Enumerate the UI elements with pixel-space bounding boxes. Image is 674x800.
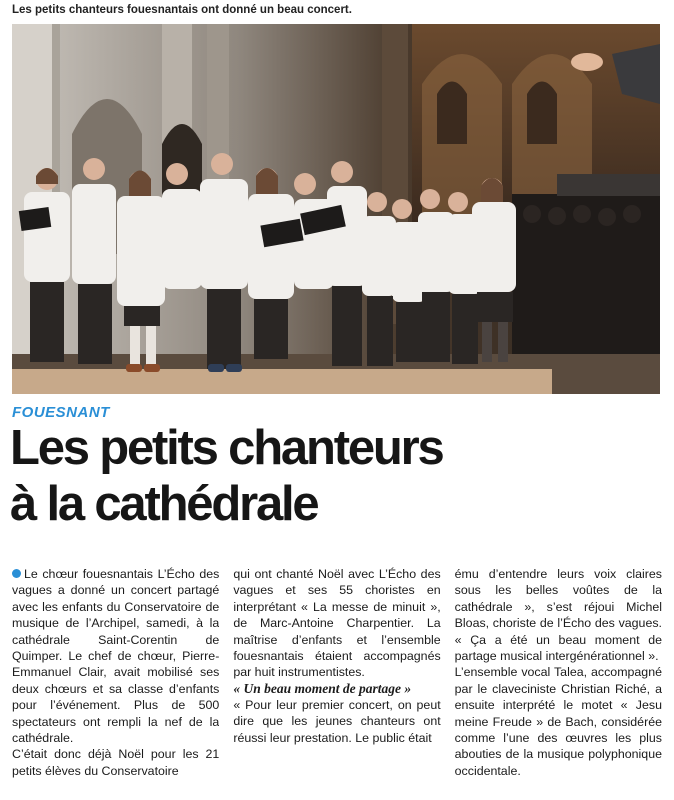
body-paragraph: C’était donc déjà Noël pour les 21 petits élèves du Conservatoire [12, 747, 220, 778]
body-paragraph: qui ont chanté Noël avec L’Écho des vagues et ses 55 choristes en interprétant « La messe de minuit », de Marc-Antoine Charpentier. La maîtrise d’enfants et l’ensemble fouesnantais étaient accompagnés par huit instrumentistes. [233, 567, 441, 680]
lead-paragraph-text: Le chœur fouesnantais L’Écho des vagues a donné un concert partagé avec les enfants du Conservatoire de musique de l’Archipel, samedi, à la cathédrale Saint-Corentin de Quimper. Le chef de chœur, Pierre-Emmanuel Clair, avait mobilisé ses deux chœurs et sa classe d’enfants pour l’événement. Plus de 500 spectateurs ont rempli la nef de la cathédrale. [12, 567, 220, 746]
body-column-2 [233, 566, 440, 796]
inline-subheading: « Un beau moment de partage » [233, 680, 412, 696]
body-paragraph [12, 566, 219, 746]
body-paragraph: L’ensemble vocal Talea, accompagné par le claveciniste Christian Riché, a ensuite interprété le motet « Jesu meine Freude » de Bach, considérée comme l’une des œuvres les plus abouties de la musique polyphonique occidentale. [454, 665, 662, 778]
body-column-3 [455, 566, 662, 796]
headline-line-2: à la cathédrale [10, 477, 318, 531]
choir-photo [12, 24, 660, 394]
body-column-1 [12, 566, 219, 796]
section-kicker: FOUESNANT [12, 404, 110, 421]
body-paragraph: « Pour leur premier concert, on peut dire que les jeunes chanteurs ont réussi leur prestation. Le public était [233, 697, 441, 745]
choir-photo-illustration [12, 24, 660, 394]
body-paragraph: ému d’entendre leurs voix claires sous les belles voûtes de la cathédrale », s’est réjoui Michel Bloas, choriste de l’Écho des vagues. « Ça a été un beau moment de partage musical intergénérationnel ». [454, 567, 662, 664]
headline-line-1: Les petits chanteurs [10, 421, 443, 475]
bullet-dot-icon [12, 569, 21, 578]
article-body [12, 566, 662, 796]
photo-caption: Les petits chanteurs fouesnantais ont donné un beau concert. [12, 4, 352, 16]
article-headline [10, 420, 660, 532]
